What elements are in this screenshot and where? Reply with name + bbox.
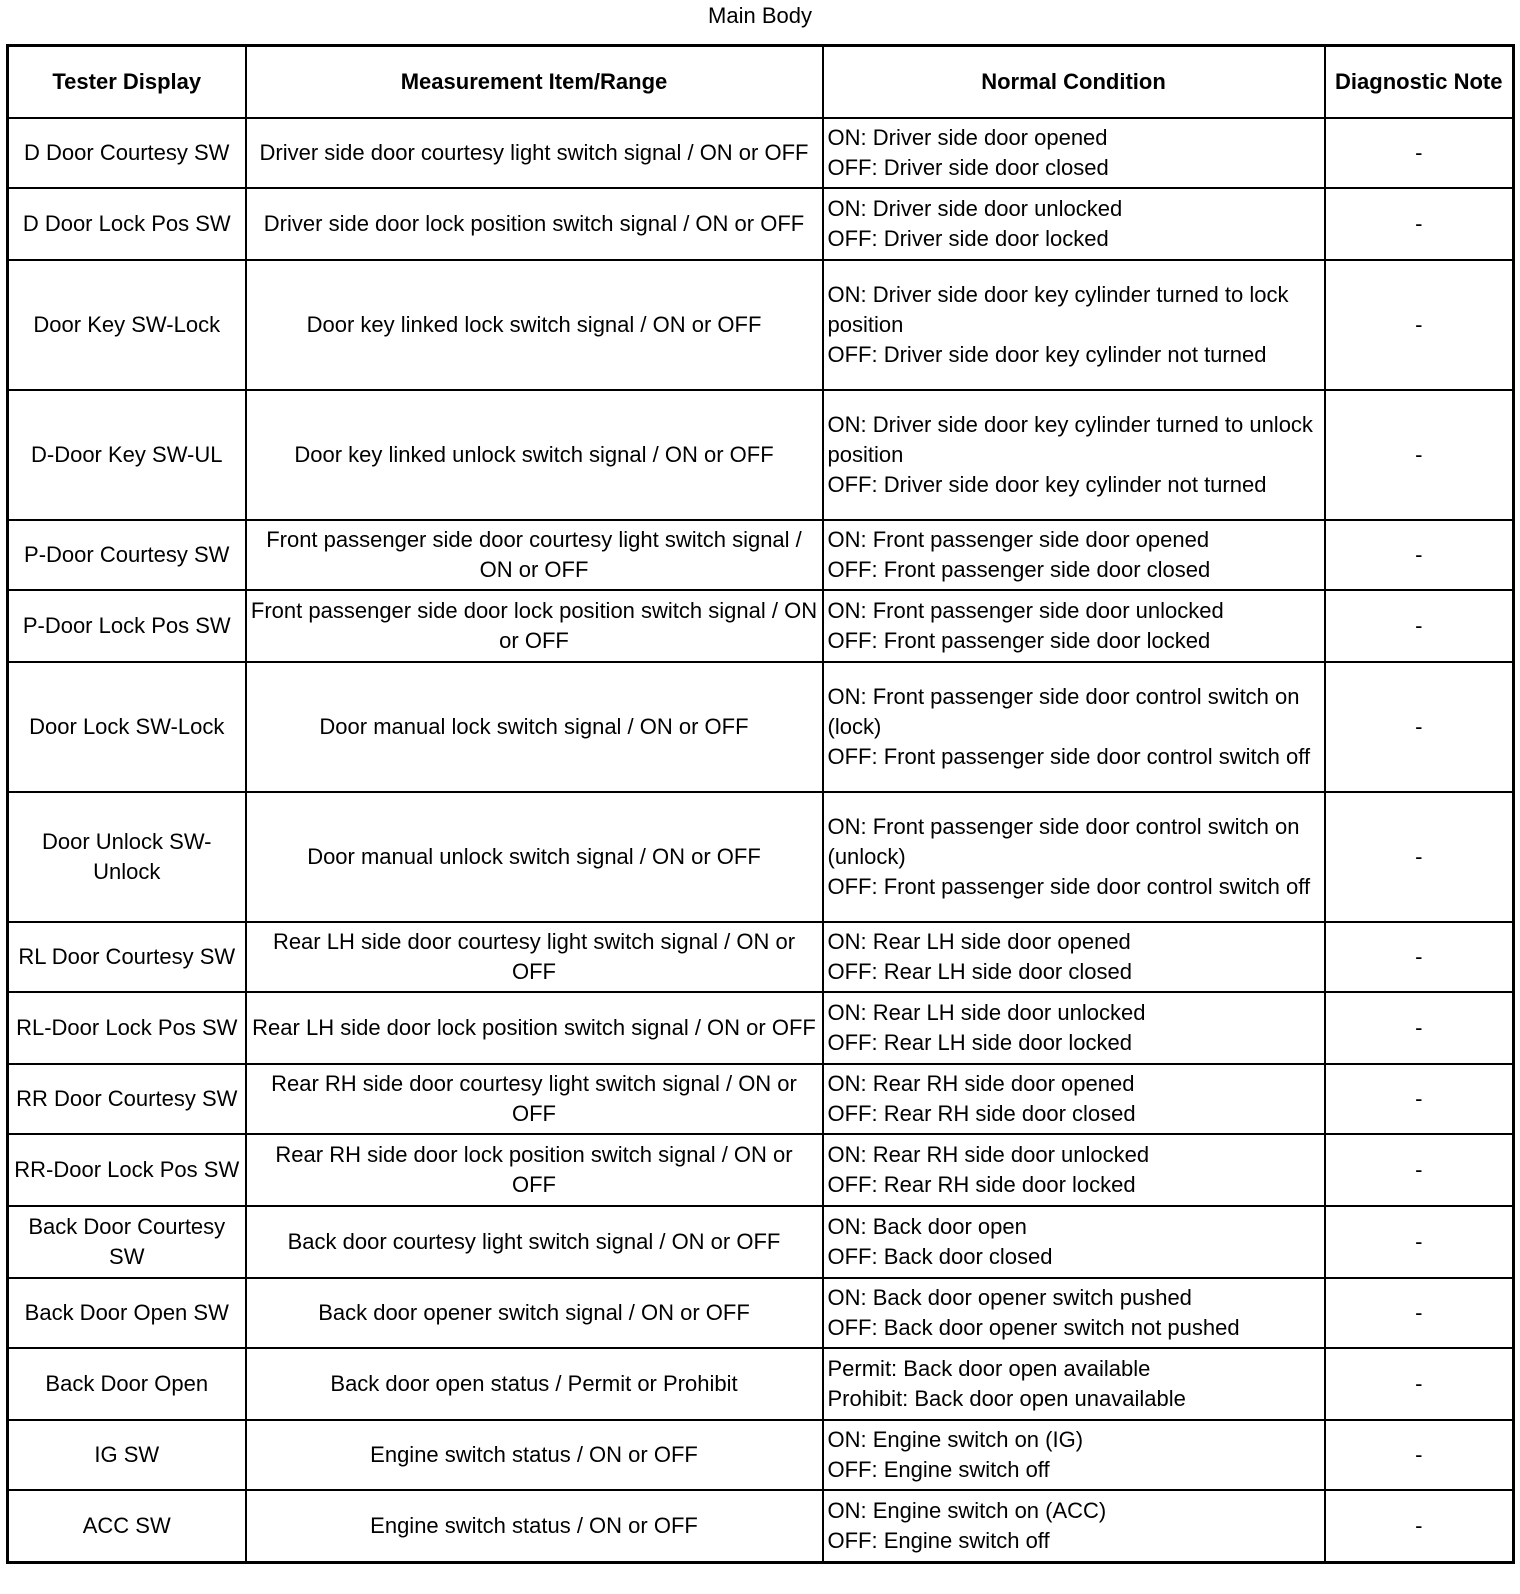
- cell-normal-condition: [823, 118, 1325, 188]
- cell-tester-display: Door Key SW-Lock: [8, 260, 246, 390]
- table-row: [8, 590, 1514, 662]
- normal-condition-line: OFF: Rear RH side door locked: [827, 1172, 1136, 1197]
- cell-tester-display: RL Door Courtesy SW: [8, 922, 246, 992]
- normal-condition-line: ON: Front passenger side door opened: [827, 527, 1210, 552]
- cell-tester-display: RR Door Courtesy SW: [8, 1064, 246, 1134]
- cell-diagnostic-note: -: [1325, 520, 1514, 590]
- table-row: [8, 792, 1514, 922]
- cell-diagnostic-note: -: [1325, 1490, 1514, 1562]
- table-row: [8, 1348, 1514, 1420]
- cell-normal-condition: [823, 1064, 1325, 1134]
- table-row: [8, 1206, 1514, 1278]
- cell-normal-condition: [823, 922, 1325, 992]
- cell-measurement: Door manual lock switch signal / ON or OFF: [246, 662, 823, 792]
- cell-measurement: Back door opener switch signal / ON or OFF: [246, 1278, 823, 1348]
- cell-diagnostic-note: -: [1325, 1348, 1514, 1420]
- normal-condition-line: OFF: Front passenger side door control switch off: [827, 874, 1311, 899]
- data-list-table: [6, 44, 1515, 1564]
- table-row: [8, 992, 1514, 1064]
- cell-diagnostic-note: -: [1325, 1206, 1514, 1278]
- table-row: [8, 1278, 1514, 1348]
- cell-tester-display: P-Door Lock Pos SW: [8, 590, 246, 662]
- cell-normal-condition: [823, 590, 1325, 662]
- cell-measurement: Rear RH side door lock position switch signal / ON or OFF: [246, 1134, 823, 1206]
- cell-measurement: Rear LH side door lock position switch signal / ON or OFF: [246, 992, 823, 1064]
- cell-normal-condition: [823, 1134, 1325, 1206]
- cell-normal-condition: [823, 188, 1325, 260]
- normal-condition-line: ON: Rear LH side door opened: [827, 929, 1131, 954]
- header-diagnostic-note: Diagnostic Note: [1325, 46, 1514, 119]
- cell-measurement: Back door open status / Permit or Prohibit: [246, 1348, 823, 1420]
- normal-condition-line: OFF: Front passenger side door closed: [827, 557, 1211, 582]
- normal-condition-line: OFF: Rear RH side door closed: [827, 1101, 1136, 1126]
- normal-condition-line: OFF: Back door closed: [827, 1244, 1053, 1269]
- normal-condition-line: ON: Back door open: [827, 1214, 1027, 1239]
- normal-condition-line: OFF: Engine switch off: [827, 1527, 1050, 1553]
- cell-measurement: Rear RH side door courtesy light switch signal / ON or OFF: [246, 1064, 823, 1134]
- cell-measurement: Driver side door courtesy light switch signal / ON or OFF: [246, 118, 823, 188]
- cell-tester-display: Door Unlock SW-Unlock: [8, 792, 246, 922]
- cell-normal-condition: [823, 1206, 1325, 1278]
- cell-normal-condition: [823, 1490, 1325, 1562]
- cell-normal-condition: [823, 792, 1325, 922]
- normal-condition-line: Prohibit: Back door open unavailable: [827, 1386, 1186, 1411]
- cell-normal-condition: [823, 390, 1325, 520]
- cell-tester-display: RL-Door Lock Pos SW: [8, 992, 246, 1064]
- cell-normal-condition: [823, 1348, 1325, 1420]
- cell-tester-display: Back Door Open SW: [8, 1278, 246, 1348]
- normal-condition-line: OFF: Front passenger side door control switch off: [827, 744, 1311, 769]
- normal-condition-line: ON: Driver side door unlocked: [827, 196, 1123, 221]
- cell-diagnostic-note: -: [1325, 390, 1514, 520]
- cell-tester-display: D-Door Key SW-UL: [8, 390, 246, 520]
- cell-tester-display: P-Door Courtesy SW: [8, 520, 246, 590]
- cell-tester-display: Door Lock SW-Lock: [8, 662, 246, 792]
- cell-measurement: Back door courtesy light switch signal / ON or OFF: [246, 1206, 823, 1278]
- normal-condition-line: OFF: Back door opener switch not pushed: [827, 1315, 1240, 1340]
- normal-condition-line: OFF: Rear LH side door closed: [827, 959, 1132, 984]
- table-row: [8, 260, 1514, 390]
- cell-diagnostic-note: -: [1325, 662, 1514, 792]
- header-tester-display: Tester Display: [8, 46, 246, 119]
- table-row: [8, 390, 1514, 520]
- cell-normal-condition: [823, 1278, 1325, 1348]
- table-row: [8, 118, 1514, 188]
- normal-condition-line: ON: Front passenger side door control switch on (unlock): [827, 814, 1300, 869]
- normal-condition-line: OFF: Driver side door closed: [827, 155, 1109, 180]
- table-row: [8, 1064, 1514, 1134]
- cell-diagnostic-note: -: [1325, 792, 1514, 922]
- normal-condition-line: ON: Engine switch on (ACC): [827, 1497, 1107, 1523]
- normal-condition-line: ON: Driver side door key cylinder turned to lock position: [827, 282, 1289, 337]
- cell-normal-condition: [823, 520, 1325, 590]
- normal-condition-line: ON: Driver side door opened: [827, 125, 1108, 150]
- cell-tester-display: D Door Courtesy SW: [8, 118, 246, 188]
- cell-diagnostic-note: -: [1325, 922, 1514, 992]
- cell-normal-condition: [823, 992, 1325, 1064]
- cell-measurement: Front passenger side door courtesy light switch signal / ON or OFF: [246, 520, 823, 590]
- normal-condition-line: Permit: Back door open available: [827, 1356, 1151, 1381]
- normal-condition-line: ON: Front passenger side door control switch on (lock): [827, 684, 1300, 739]
- normal-condition-line: OFF: Driver side door key cylinder not turned: [827, 342, 1267, 367]
- cell-measurement: Engine switch status / ON or OFF: [246, 1490, 823, 1562]
- cell-diagnostic-note: -: [1325, 1420, 1514, 1490]
- cell-tester-display: RR-Door Lock Pos SW: [8, 1134, 246, 1206]
- table-caption: Main Body: [708, 3, 812, 28]
- cell-diagnostic-note: -: [1325, 1134, 1514, 1206]
- normal-condition-line: OFF: Driver side door locked: [827, 226, 1109, 251]
- cell-diagnostic-note: -: [1325, 1064, 1514, 1134]
- cell-tester-display: Back Door Open: [8, 1348, 246, 1420]
- cell-diagnostic-note: -: [1325, 188, 1514, 260]
- header-measurement: Measurement Item/Range: [246, 46, 823, 119]
- table-row: [8, 1420, 1514, 1490]
- cell-normal-condition: [823, 662, 1325, 792]
- cell-normal-condition: [823, 260, 1325, 390]
- cell-measurement: Engine switch status / ON or OFF: [246, 1420, 823, 1490]
- normal-condition-line: ON: Rear LH side door unlocked: [827, 1000, 1146, 1025]
- table-row: [8, 1490, 1514, 1562]
- cell-diagnostic-note: -: [1325, 118, 1514, 188]
- normal-condition-line: ON: Driver side door key cylinder turned to unlock position: [827, 412, 1313, 467]
- cell-tester-display: D Door Lock Pos SW: [8, 188, 246, 260]
- cell-diagnostic-note: -: [1325, 1278, 1514, 1348]
- normal-condition-line: OFF: Engine switch off: [827, 1457, 1050, 1482]
- cell-measurement: Front passenger side door lock position switch signal / ON or OFF: [246, 590, 823, 662]
- normal-condition-line: OFF: Front passenger side door locked: [827, 628, 1211, 653]
- header-normal-condition: Normal Condition: [823, 46, 1325, 119]
- cell-measurement: Door manual unlock switch signal / ON or OFF: [246, 792, 823, 922]
- cell-normal-condition: [823, 1420, 1325, 1490]
- normal-condition-line: ON: Rear RH side door unlocked: [827, 1142, 1150, 1167]
- normal-condition-line: OFF: Driver side door key cylinder not turned: [827, 472, 1267, 497]
- cell-diagnostic-note: -: [1325, 992, 1514, 1064]
- normal-condition-line: ON: Back door opener switch pushed: [827, 1285, 1192, 1310]
- table-row: [8, 922, 1514, 992]
- header-row: [8, 46, 1514, 119]
- cell-measurement: Door key linked unlock switch signal / ON or OFF: [246, 390, 823, 520]
- cell-tester-display: ACC SW: [8, 1490, 246, 1562]
- cell-diagnostic-note: -: [1325, 260, 1514, 390]
- normal-condition-line: ON: Engine switch on (IG): [827, 1427, 1084, 1452]
- table-row: [8, 188, 1514, 260]
- cell-tester-display: Back Door Courtesy SW: [8, 1206, 246, 1278]
- table-row: [8, 520, 1514, 590]
- normal-condition-line: ON: Rear RH side door opened: [827, 1071, 1135, 1096]
- normal-condition-line: ON: Front passenger side door unlocked: [827, 598, 1224, 623]
- cell-diagnostic-note: -: [1325, 590, 1514, 662]
- cell-measurement: Rear LH side door courtesy light switch signal / ON or OFF: [246, 922, 823, 992]
- table-row: [8, 1134, 1514, 1206]
- cell-tester-display: IG SW: [8, 1420, 246, 1490]
- cell-measurement: Door key linked lock switch signal / ON or OFF: [246, 260, 823, 390]
- cell-measurement: Driver side door lock position switch signal / ON or OFF: [246, 188, 823, 260]
- normal-condition-line: OFF: Rear LH side door locked: [827, 1030, 1132, 1055]
- table-row: [8, 662, 1514, 792]
